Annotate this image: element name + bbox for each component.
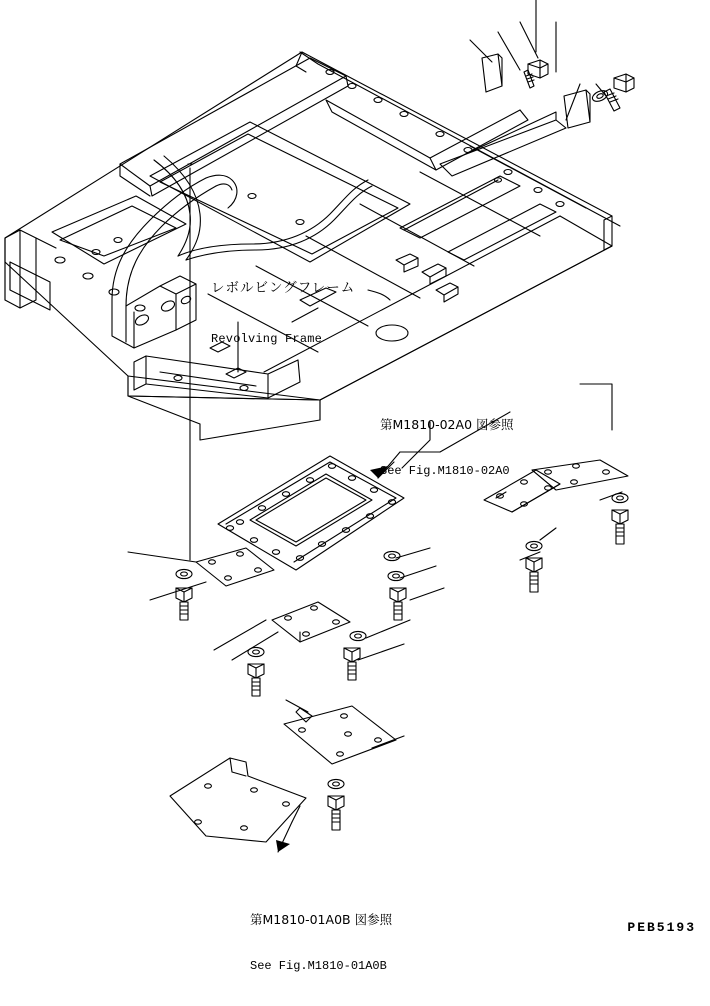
bolt-upper-2 [591, 74, 634, 111]
bolt-lower-3 [384, 551, 406, 620]
cover-plate-small-2 [272, 602, 350, 642]
bracket-and-bolt-group-top [470, 0, 634, 128]
bolt-lower-6 [526, 541, 542, 592]
cover-plate-small-1 [196, 548, 274, 586]
bolt-lower-2 [248, 647, 264, 696]
revolving-frame-body [5, 52, 620, 440]
bolt-lower-4 [344, 631, 366, 680]
revolving-frame-label-en: Revolving Frame [211, 331, 323, 346]
reference-note-lower-en: See Fig.M1810-01A0B [250, 959, 387, 974]
revolving-frame-label [211, 247, 355, 380]
reference-note-upper [380, 386, 514, 511]
bolt-lower-7 [612, 493, 628, 544]
reference-note-lower-jp: 第M1810-01A0B 図参照 [250, 911, 393, 927]
reference-note-upper-jp: 第M1810-02A0 図参照 [380, 416, 514, 432]
reference-note-lower [250, 881, 392, 1006]
bolt-lower-5 [328, 779, 344, 830]
cover-plate-lower-left [170, 758, 306, 842]
sheet-code: PEB5193 [627, 920, 696, 936]
revolving-frame-label-jp: レボルビングフレーム [211, 280, 356, 297]
bolt-upper-1 [524, 60, 548, 88]
leader-lines [128, 164, 622, 852]
cover-plate-small-3 [284, 706, 396, 764]
reference-note-upper-en: See Fig.M1810-02A0 [380, 464, 510, 479]
bolt-lower-1 [176, 569, 192, 620]
